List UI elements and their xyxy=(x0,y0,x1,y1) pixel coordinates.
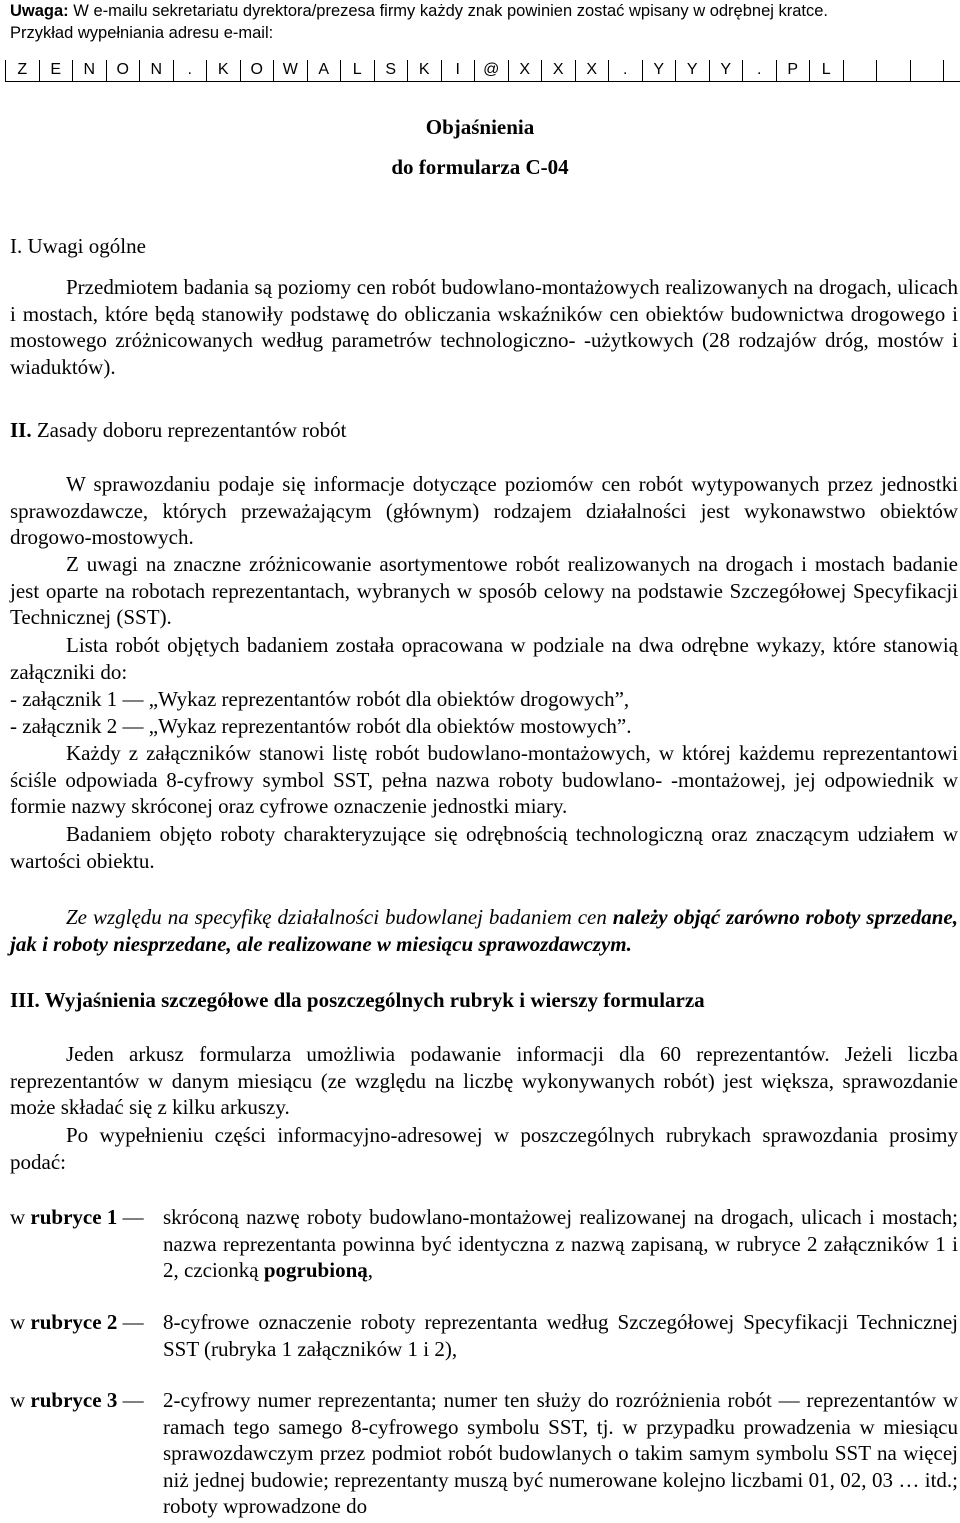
email-char-cell: Z xyxy=(5,60,39,82)
rubric-2-prefix: w xyxy=(10,1310,31,1334)
section-3-paragraph-2: Po wypełnieniu części informacyjno-adresowej w poszczególnych rubrykach sprawozdania prosimy podać: xyxy=(10,1123,958,1174)
document-subtitle: do formularza C-04 xyxy=(391,155,569,179)
rubric-1-desc-bold: pogrubioną xyxy=(263,1258,368,1282)
email-char-cell: @ xyxy=(474,60,508,82)
section-3-paragraph-1: Jeden arkusz formularza umożliwia podawanie informacji dla 60 reprezentantów. Jeżeli liczba reprezentantów w danym miesiącu (ze względu na liczbę wykonywanych robót) jest większa, sprawozdanie może składać się z kilku arkuszy. xyxy=(10,1042,958,1119)
section-1-heading: I. Uwagi ogólne xyxy=(10,234,146,258)
section-2-title: Zasady doboru reprezentantów robót xyxy=(36,418,347,442)
section-1-paragraph: Przedmiotem badania są poziomy cen robót budowlano-montażowych realizowanych na drogach, ulicach i mostach, które będą stanowiły podstawę do obliczania wskaźników cen obiektów budownictwa drogowego i mostowego zróżnicowanych według parametrów technologiczno- -użytkowych (28 rodzajów dróg, mostów i wiaduktów). xyxy=(10,275,958,379)
rubric-1-name: rubryce 1 xyxy=(30,1205,118,1229)
email-char-cell: A xyxy=(307,60,341,82)
email-char-cell xyxy=(943,60,960,82)
email-char-cell: W xyxy=(273,60,307,82)
email-char-cell xyxy=(910,60,944,82)
rubric-2-name: rubryce 2 xyxy=(30,1310,118,1334)
section-2-paragraph-5: Badaniem objęto roboty charakteryzujące się odrębnością technologiczną oraz znaczącym udziałem w wartości obiektu. xyxy=(10,822,958,873)
rubric-1-label xyxy=(10,1204,144,1231)
rubric-1-prefix: w xyxy=(10,1205,31,1229)
email-char-cell: . xyxy=(173,60,207,82)
email-example-grid xyxy=(5,60,960,82)
rubric-2-text: 8-cyfrowe oznaczenie roboty reprezentanta według Szczegółowej Specyfikacji Technicznej SST (rubryka 1 załączników 1 i 2), xyxy=(163,1310,958,1361)
email-char-cell: X xyxy=(541,60,575,82)
email-char-cell: . xyxy=(608,60,642,82)
email-char-cell: N xyxy=(139,60,173,82)
email-char-cell: O xyxy=(240,60,274,82)
rubric-3-dash: ― xyxy=(117,1388,144,1412)
attachment-1-line: - załącznik 1 ― „Wykaz reprezentantów robót dla obiektów drogowych”, xyxy=(10,687,630,711)
email-char-cell: K xyxy=(206,60,240,82)
email-char-cell: K xyxy=(407,60,441,82)
email-char-cell: . xyxy=(742,60,776,82)
email-char-cell: L xyxy=(809,60,843,82)
email-char-cell: L xyxy=(340,60,374,82)
note-label: Uwaga: xyxy=(10,2,69,20)
email-char-cell: P xyxy=(776,60,810,82)
rubric-3-text: 2-cyfrowy numer reprezentanta; numer ten służy do rozróżnienia robót ― reprezentantów w ramach tego samego 8-cyfrowego symbolu SST, tj. w przypadku prowadzenia w miesiącu sprawozdawczym przez podmiot robót budowlanych o takim samym symbolu SST na więcej niż jednej budowie; reprezentanty muszą być numerowane kolejno liczbami 01, 02, 03 … itd.; roboty wprowadzone do xyxy=(163,1388,958,1518)
italic-remark-text: Ze względu na specyfikę działalności budowlanej badaniem cen xyxy=(66,905,613,929)
note-text: W e-mailu sekretariatu dyrektora/prezesa firmy każdy znak powinien zostać wpisany w odrębnej kratce. xyxy=(73,2,829,20)
section-2-paragraph-4: Każdy z załączników stanowi listę robót budowlano-montażowych, w której każdemu reprezentantowi ściśle odpowiada 8-cyfrowy symbol SST, pełna nazwa roboty budowlano- -montażowej, jej odpowiednik w formie nazwy skróconej oraz cyfrowe oznaczenie jednostki miary. xyxy=(10,741,958,818)
section-2-paragraph-3: Lista robót objętych badaniem została opracowana w podziale na dwa odrębne wykazy, które stanowią załączniki do: xyxy=(10,633,958,684)
email-char-cell: E xyxy=(39,60,73,82)
rubric-2-label xyxy=(10,1309,144,1336)
note-line-2: Przykład wypełniania adresu e-mail: xyxy=(10,24,274,42)
rubric-2-dash: ― xyxy=(117,1310,144,1334)
email-char-cell: S xyxy=(374,60,408,82)
email-char-cell xyxy=(843,60,877,82)
email-char-cell: Y xyxy=(709,60,743,82)
email-note xyxy=(10,0,955,44)
email-char-cell: X xyxy=(575,60,609,82)
rubric-3-prefix: w xyxy=(10,1388,31,1412)
document-title: Objaśnienia xyxy=(425,115,535,139)
attachment-2-line: - załącznik 2 ― „Wykaz reprezentantów robót dla obiektów mostowych”. xyxy=(10,714,632,738)
rubric-1-text xyxy=(163,1204,958,1284)
section-3-heading: III. Wyjaśnienia szczegółowe dla poszczególnych rubryk i wierszy formularza xyxy=(10,988,705,1012)
email-char-cell: Y xyxy=(642,60,676,82)
rubric-1-desc: skróconą nazwę roboty budowlano-montażowej realizowanej na drogach, ulicach i mostach; nazwa reprezentanta powinna być identyczna z nazwą zapisaną, w rubryce 2 załączników 1 i 2, czcionką xyxy=(163,1205,958,1282)
rubric-3-label xyxy=(10,1387,144,1414)
email-char-cell: X xyxy=(508,60,542,82)
italic-remark-bold: należy objąć zarówno roboty sprzedane, jak i roboty niesprzedane, ale realizowane w miesiącu sprawozdawczym. xyxy=(10,905,958,956)
email-char-cell: Y xyxy=(675,60,709,82)
email-char-cell: N xyxy=(72,60,106,82)
section-2-paragraph-1: W sprawozdaniu podaje się informacje dotyczące poziomów cen robót wytypowanych przez jednostki sprawozdawcze, których przeważającym (głównym) rodzajem działalności jest wykonawstwo obiektów drogowo-mostowych. xyxy=(10,472,958,549)
rubric-1-dash: ― xyxy=(117,1205,144,1229)
italic-remark xyxy=(10,904,958,958)
section-2-heading xyxy=(10,417,347,443)
email-char-cell xyxy=(876,60,910,82)
email-char-cell: I xyxy=(441,60,475,82)
rubric-3-name: rubryce 3 xyxy=(30,1388,118,1412)
note-line-1 xyxy=(10,0,955,22)
section-2-number: II. xyxy=(10,418,32,442)
email-char-cell: O xyxy=(106,60,140,82)
section-2-paragraph-2: Z uwagi na znaczne zróżnicowanie asortymentowe robót realizowanych na drogach i mostach badanie jest oparte na robotach reprezentantach, wybranych w sposób celowy na podstawie Szczegółowej Specyfikacji Technicznej (SST). xyxy=(10,552,958,629)
rubric-1-desc-end: , xyxy=(367,1258,373,1282)
